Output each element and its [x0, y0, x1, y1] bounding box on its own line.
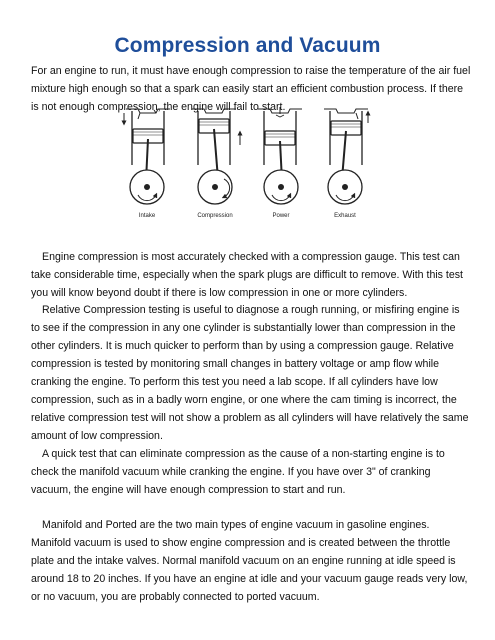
label-intake: Intake	[138, 213, 156, 219]
paragraph-vacuum-types: Manifold and Ported are the two main types of engine vacuum in gasoline engines. Manifold vacuum is used to show engine compression and is created between the throttle plate and the intake valves. Normal manifold vacuum on an engine running at idle speed is around 18 to 20 inches. If you have an engine at idle and your vacuum gauge reads very low, or no vacuum, you are probably connected to ported vacuum.	[31, 519, 468, 603]
label-exhaust: Exhaust	[334, 213, 356, 219]
exhaust-stroke-drawing	[324, 109, 368, 204]
four-stroke-diagram	[116, 105, 371, 227]
page-title: Compression and Vacuum	[114, 34, 381, 57]
power-stroke-drawing	[258, 107, 302, 204]
paragraph-relative-compression: Relative Compression testing is useful to diagnose a rough running, or misfiring engine is to see if the compression in any one cylinder is substantially lower than compression in the other cylinders. It is much quicker to perform than by using a compression gauge. Relative compression is tested by monitoring small changes in battery voltage or amp flow while cranking the engine. To perform this test you need a lab scope. If all cylinders have low compression, such as in a badly worn engine, or one where the cam timing is incorrect, the relative compression test will not show a problem as all cylinders will have relatively the same amount of low compression.	[31, 304, 469, 442]
paragraph-cranking-vacuum: A quick test that can eliminate compression as the cause of a non-starting engine is to check the manifold vacuum while cranking the engine. If you have over 3" of cranking vacuum, the engine will have enough compression to start and run.	[31, 448, 445, 496]
four-stroke-illustration	[116, 105, 371, 227]
label-compression: Compression	[197, 213, 233, 219]
compression-stroke-drawing	[192, 109, 240, 204]
paragraph-compression-gauge: Engine compression is most accurately checked with a compression gauge. This test can take considerable time, especially when the spark plugs are difficult to remove. With this test you will know beyond doubt if there is low compression in one or more cylinders.	[31, 251, 464, 299]
label-power: Power	[272, 213, 290, 219]
intro-paragraph: For an engine to run, it must have enough compression to raise the temperature of the air fuel mixture high enough so that a spark can easily start an efficient combustion process. If there is not enough compression, the engine will fail to start.	[31, 65, 471, 113]
intake-stroke-drawing	[124, 109, 170, 204]
